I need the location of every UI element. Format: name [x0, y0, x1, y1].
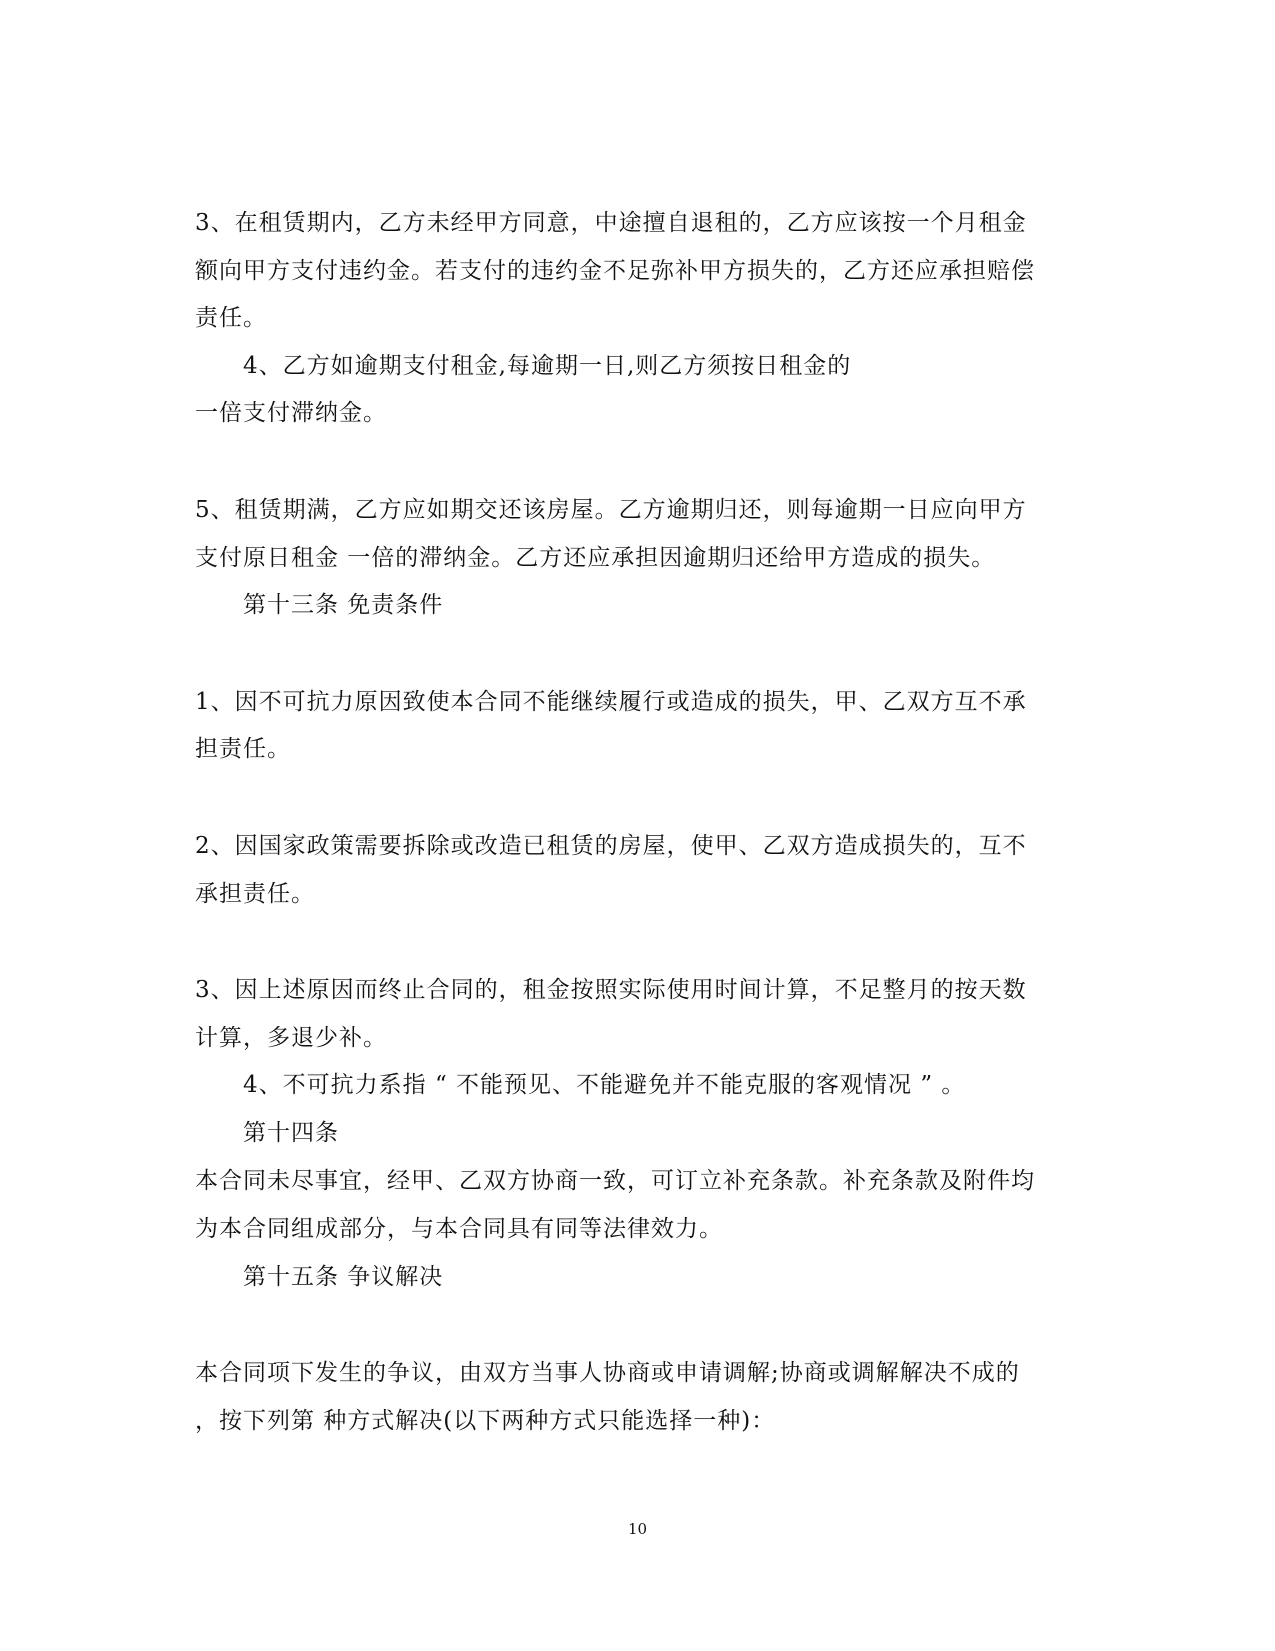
clause-13-2-line-1: 2、因国家政策需要拆除或改造已租赁的房屋，使甲、乙双方造成损失的，互不	[195, 833, 1027, 859]
clause-13-3-line-1: 3、因上述原因而终止合同的，租金按照实际使用时间计算，不足整月的按天数	[195, 977, 1027, 1003]
clause-12-5-line-2: 支付原日租金 一倍的滞纳金。乙方还应承担因逾期归还给甲方造成的损失。	[195, 545, 996, 571]
article-15-line-2: ，按下列第 种方式解决(以下两种方式只能选择一种)：	[195, 1408, 776, 1434]
article-14-line-2: 为本合同组成部分，与本合同具有同等法律效力。	[195, 1216, 723, 1242]
clause-12-3-line-2: 额向甲方支付违约金。若支付的违约金不足弥补甲方损失的，乙方还应承担赔偿	[195, 258, 1035, 284]
article-14-heading: 第十四条	[243, 1120, 339, 1146]
page-number: 10	[627, 1520, 648, 1538]
article-13-heading: 第十三条 免责条件	[243, 592, 444, 618]
clause-12-5-line-1: 5、租赁期满，乙方应如期交还该房屋。乙方逾期归还，则每逾期一日应向甲方	[195, 497, 1027, 523]
article-15-line-1: 本合同项下发生的争议，由双方当事人协商或申请调解;协商或调解解决不成的	[195, 1360, 1020, 1386]
clause-13-1-line-1: 1、因不可抗力原因致使本合同不能继续履行或造成的损失，甲、乙双方互不承	[195, 689, 1027, 715]
clause-13-3-line-2: 计算，多退少补。	[195, 1025, 387, 1051]
clause-12-3-line-1: 3、在租赁期内，乙方未经甲方同意，中途擅自退租的，乙方应该按一个月租金	[195, 210, 1027, 236]
clause-12-4-line-2: 一倍支付滞纳金。	[195, 400, 387, 426]
article-14-line-1: 本合同未尽事宜，经甲、乙双方协商一致，可订立补充条款。补充条款及附件均	[195, 1168, 1035, 1194]
clause-13-4: 4、不可抗力系指 “ 不能预见、不能避免并不能克服的客观情况 ” 。	[243, 1072, 966, 1098]
clause-13-2-line-2: 承担责任。	[195, 881, 315, 907]
article-15-heading: 第十五条 争议解决	[243, 1264, 444, 1290]
clause-12-4-line-1: 4、乙方如逾期支付租金,每逾期一日,则乙方须按日租金的	[243, 353, 852, 379]
clause-13-1-line-2: 担责任。	[195, 736, 291, 762]
clause-12-3-line-3: 责任。	[195, 305, 267, 331]
